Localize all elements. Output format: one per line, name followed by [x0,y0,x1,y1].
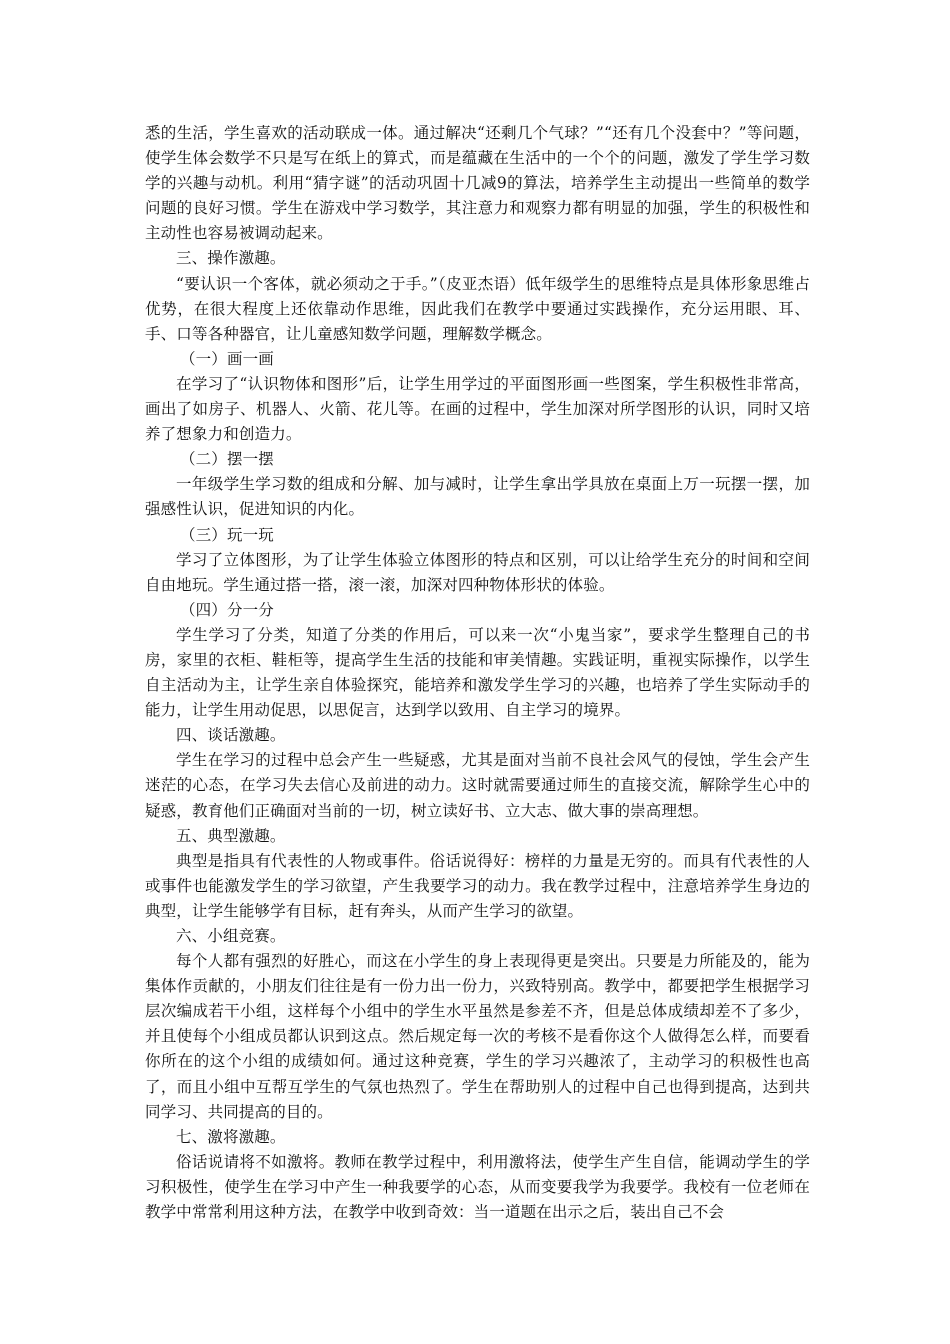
paragraph-continued: 悉的生活，学生喜欢的活动联成一体。通过解决“还剩几个气球？”“还有几个没套中？”等问题，使学生体会数学不只是写在纸上的算式，而是蕴藏在生活中的一个个的问题，激发了学生学习数学的兴趣与动机。利用“猜字谜”的活动巩固十几减9的算法，培养学生主动提出一些简单的数学问题的良好习惯。学生在游戏中学习数学，其注意力和观察力都有明显的加强，学生的积极性和主动性也容易被调动起来。 [145,124,810,243]
paragraph: 每个人都有强烈的好胜心，而这在小学生的身上表现得更是突出。只要是力所能及的，能为集体作贡献的，小朋友们往往是有一份力出一份力，兴致特别高。教学中，都要把学生根据学习层次编成若干小组，这样每个小组中的学生水平虽然是参差不齐，但是总体成绩却差不了多少，并且使每个小组成员都认识到这点。然后规定每一次的考核不是看你这个人做得怎么样，而要看你所在的这个小组的成绩如何。通过这种竞赛，学生的学习兴趣浓了，主动学习的积极性也高了，而且小组中互帮互学生的气氛也热烈了。学生在帮助别人的过程中自己也得到提高，达到共同学习、共同提高的目的。 [145,952,810,1121]
paragraph: 学生学习了分类，知道了分类的作用后，可以来一次“小鬼当家”，要求学生整理自己的书房，家里的衣柜、鞋柜等，提高学生生活的技能和审美情趣。实践证明，重视实际操作，以学生自主活动为主，让学生亲自体验探究，能培养和激发学生学习的兴趣，也培养了学生实际动手的能力，让学生用动促思，以思促言，达到学以致用、自主学习的境界。 [145,625,810,720]
section-heading-7: 七、激将激趣。 [176,1127,286,1146]
section-heading-6: 六、小组竞赛。 [176,927,286,945]
paragraph: 学生在学习的过程中总会产生一些疑惑，尤其是面对当前不良社会风气的侵蚀，学生会产生迷茫的心态，在学习失去信心及前进的动力。这时就需要通过师生的直接交流，解除学生心中的疑惑，教育他们正确面对当前的一切，树立读好书、立大志、做大事的崇高理想。 [145,751,810,820]
paragraph: 俗话说请将不如激将。教师在教学过程中，利用激将法，使学生产生自信，能调动学生的学习积极性，使学生在学习中产生一种我要学的心态，从而变要我学为我要学。我校有一位老师在教学中常常利用这种方法，在教学中收到奇效：当一道题在出示之后，装出自己不会 [145,1152,810,1222]
paragraph: 在学习了“认识物体和图形”后，让学生用学过的平面图形画一些图案，学生积极性非常高，画出了如房子、机器人、火箭、花儿等。在画的过程中，学生加深对所学图形的认识，同时又培养了想象力和创造力。 [145,374,810,444]
document-page [145,121,810,1225]
paragraph: 学习了立体图形，为了让学生体验立体图形的特点和区别，可以让给学生充分的时间和空间自由地玩。学生通过搭一搭，滚一滚，加深对四种物体形状的体验。 [145,550,810,594]
subsection-heading-2: （二）摆一摆 [180,450,274,469]
subsection-heading-1: （一）画一画 [180,349,274,368]
subsection-heading-3: （三）玩一玩 [180,525,274,544]
paragraph: “要认识一个客体，就必须动之于手。”（皮亚杰语）低年级学生的思维特点是具体形象思维占优势，在很大程度上还依靠动作思维，因此我们在教学中要通过实践操作，充分运用眼、耳、手、口等各种器官，让儿童感知数学问题，理解数学概念。 [145,274,810,343]
section-heading-4: 四、谈话激趣。 [176,726,286,745]
paragraph: 典型是指具有代表性的人物或事件。俗话说得好：榜样的力量是无穷的。而具有代表性的人或事件也能激发学生的学习欲望，产生我要学习的动力。我在教学过程中，注意培养学生身边的典型，让学生能够学有目标，赶有奔头，从而产生学习的欲望。 [145,851,810,920]
paragraph: 一年级学生学习数的组成和分解、加与减时，让学生拿出学具放在桌面上万一玩摆一摆，加强感性认识，促进知识的内化。 [145,475,810,519]
subsection-heading-4: （四）分一分 [180,600,274,619]
section-heading-3: 三、操作激趣。 [176,249,286,268]
section-heading-5: 五、典型激趣。 [176,826,286,845]
